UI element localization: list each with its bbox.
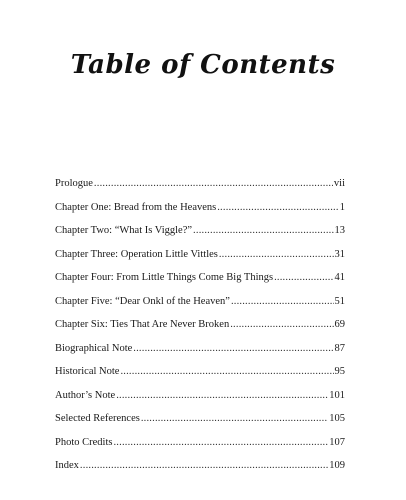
toc-entry-page: 105 [329, 413, 345, 424]
table-of-contents [55, 178, 345, 484]
toc-entry-title: Chapter Six: Ties That Are Never Broken [55, 319, 230, 330]
toc-entry-page: 51 [334, 295, 345, 307]
toc-entry-page: 87 [334, 342, 345, 354]
toc-entry-photo-credits [55, 437, 345, 461]
toc-entry-historical-note [55, 366, 345, 390]
toc-entry-title: Index [55, 460, 79, 471]
dot-leader [120, 366, 333, 378]
toc-entry-page: 101 [329, 389, 345, 401]
toc-entry-title: Prologue [55, 178, 93, 189]
page-title: Table of Contents [70, 50, 336, 80]
toc-entry-title: Chapter Three: Operation Little Vittles [55, 248, 218, 260]
dot-leader [94, 178, 333, 190]
toc-entry-title: Photo Credits [55, 436, 113, 448]
toc-entry-page: 13 [334, 225, 345, 236]
dot-leader [230, 319, 333, 331]
toc-entry-page: 1 [339, 201, 345, 213]
toc-entry-index [55, 460, 345, 484]
toc-entry-title: Chapter Five: “Dear Onkl of the Heaven” [55, 295, 230, 307]
toc-entry-title: Chapter Four: From Little Things Come Big Things [55, 272, 274, 283]
toc-entry-page: 95 [334, 366, 345, 377]
toc-entry-page: vii [333, 178, 345, 189]
toc-entry-title: Chapter Two: “What Is Viggle?” [55, 225, 193, 236]
dot-leader [193, 225, 333, 237]
dot-leader [141, 413, 328, 425]
dot-leader [113, 437, 328, 449]
toc-entry-page: 41 [334, 272, 345, 283]
dot-leader [217, 202, 339, 214]
toc-entry-title: Selected References [55, 413, 140, 424]
toc-entry-prologue [55, 178, 345, 202]
toc-entry-chapter-four [55, 272, 345, 296]
toc-entry-chapter-three [55, 249, 345, 273]
dot-leader [274, 272, 333, 284]
toc-entry-chapter-five [55, 296, 345, 320]
toc-entry-title: Chapter One: Bread from the Heavens [55, 201, 217, 213]
toc-entry-title: Author’s Note [55, 389, 116, 401]
dot-leader [116, 390, 328, 402]
toc-entry-chapter-six [55, 319, 345, 343]
toc-entry-authors-note [55, 390, 345, 414]
toc-entry-selected-references [55, 413, 345, 437]
toc-entry-page: 107 [329, 436, 345, 448]
toc-entry-biographical-note [55, 343, 345, 367]
dot-leader [133, 343, 333, 355]
toc-entry-chapter-two [55, 225, 345, 249]
toc-entry-title: Biographical Note [55, 342, 133, 354]
toc-entry-page: 69 [334, 319, 345, 330]
dot-leader [80, 460, 328, 472]
dot-leader [231, 296, 334, 308]
toc-entry-page: 109 [329, 460, 345, 471]
toc-entry-chapter-one [55, 202, 345, 226]
toc-entry-title: Historical Note [55, 366, 120, 377]
dot-leader [219, 249, 334, 261]
toc-entry-page: 31 [334, 248, 345, 260]
